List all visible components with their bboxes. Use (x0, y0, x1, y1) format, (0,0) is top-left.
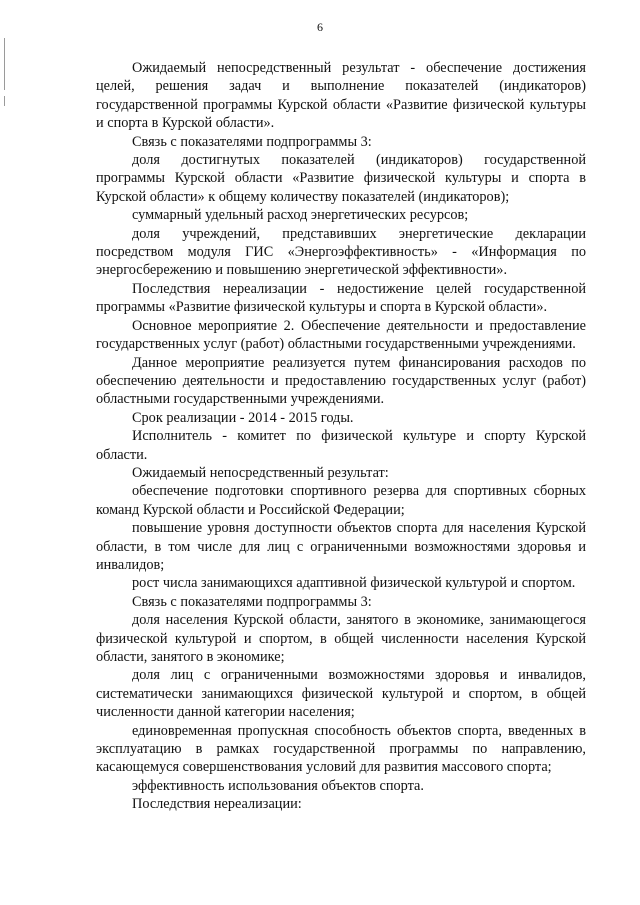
paragraph: Данное мероприятие реализуется путем финансирования расходов по обеспечению деятельности и предоставлению государственных услуг (работ) областными государственными учреждениями. (96, 354, 586, 408)
paragraph: Связь с показателями подпрограммы 3: (132, 593, 372, 610)
paragraph: доля достигнутых показателей (индикаторов) государственной программы Курской области «Развитие физической культуры и спорта в Курской области» к общему количеству показателей (индикаторов); (96, 152, 586, 205)
paragraph: рост числа занимающихся адаптивной физической культурой и спортом. (132, 575, 576, 592)
paragraph: доля лиц с ограниченными возможностями здоровья и инвалидов, систематически занимающихся физической культурой и спортом, в общей численности данной категории населения; (96, 667, 586, 721)
paragraph: суммарный удельный расход энергетических ресурсов; (132, 207, 469, 224)
paragraph: Ожидаемый непосредственный результат: (132, 464, 389, 481)
paragraph: Срок реализации - 2014 - 2015 годы. (132, 409, 354, 426)
scan-margin-line (4, 38, 5, 90)
scan-margin-line (4, 96, 5, 106)
paragraph: доля учреждений, представивших энергетические декларации посредством модуля ГИС «Энергоэффективность» - «Информация по энергосбережению и повышению энергетической эффективности». (96, 225, 586, 279)
document-body (96, 59, 586, 814)
paragraph: эффективность использования объектов спорта. (132, 777, 424, 794)
paragraph: Основное мероприятие 2. Обеспечение деятельности и предоставление государственных услуг (работ) областными государственными учреждениями. (96, 317, 586, 353)
paragraph: единовременная пропускная способность объектов спорта, введенных в эксплуатацию в рамках государственной программы по направлению, касающемуся совершенствования условий для развития массового спорта; (96, 722, 586, 776)
paragraph: Ожидаемый непосредственный результат - обеспечение достижения целей, решения задач и выполнение показателей (индикаторов) государственной программы Курской области «Развитие физической культуры и спорта в Курской области». (96, 60, 586, 132)
page-number: 6 (317, 20, 323, 34)
paragraph: повышение уровня доступности объектов спорта для населения Курской области, в том числе для лиц с ограниченными возможностями здоровья и инвалидов; (96, 520, 586, 573)
paragraph: Исполнитель - комитет по физической культуре и спорту Курской области. (96, 428, 586, 463)
paragraph: Последствия нереализации: (132, 796, 302, 813)
paragraph: Связь с показателями подпрограммы 3: (132, 133, 372, 150)
paragraph: Последствия нереализации - недостижение целей государственной программы «Развитие физической культуры и спорта в Курской области». (96, 280, 586, 316)
paragraph: обеспечение подготовки спортивного резерва для спортивных сборных команд Курской области и Российской Федерации; (96, 483, 586, 518)
paragraph: доля населения Курской области, занятого в экономике, занимающегося физической культурой и спортом, в общей численности населения Курской области, занятого в экономике; (96, 612, 586, 665)
